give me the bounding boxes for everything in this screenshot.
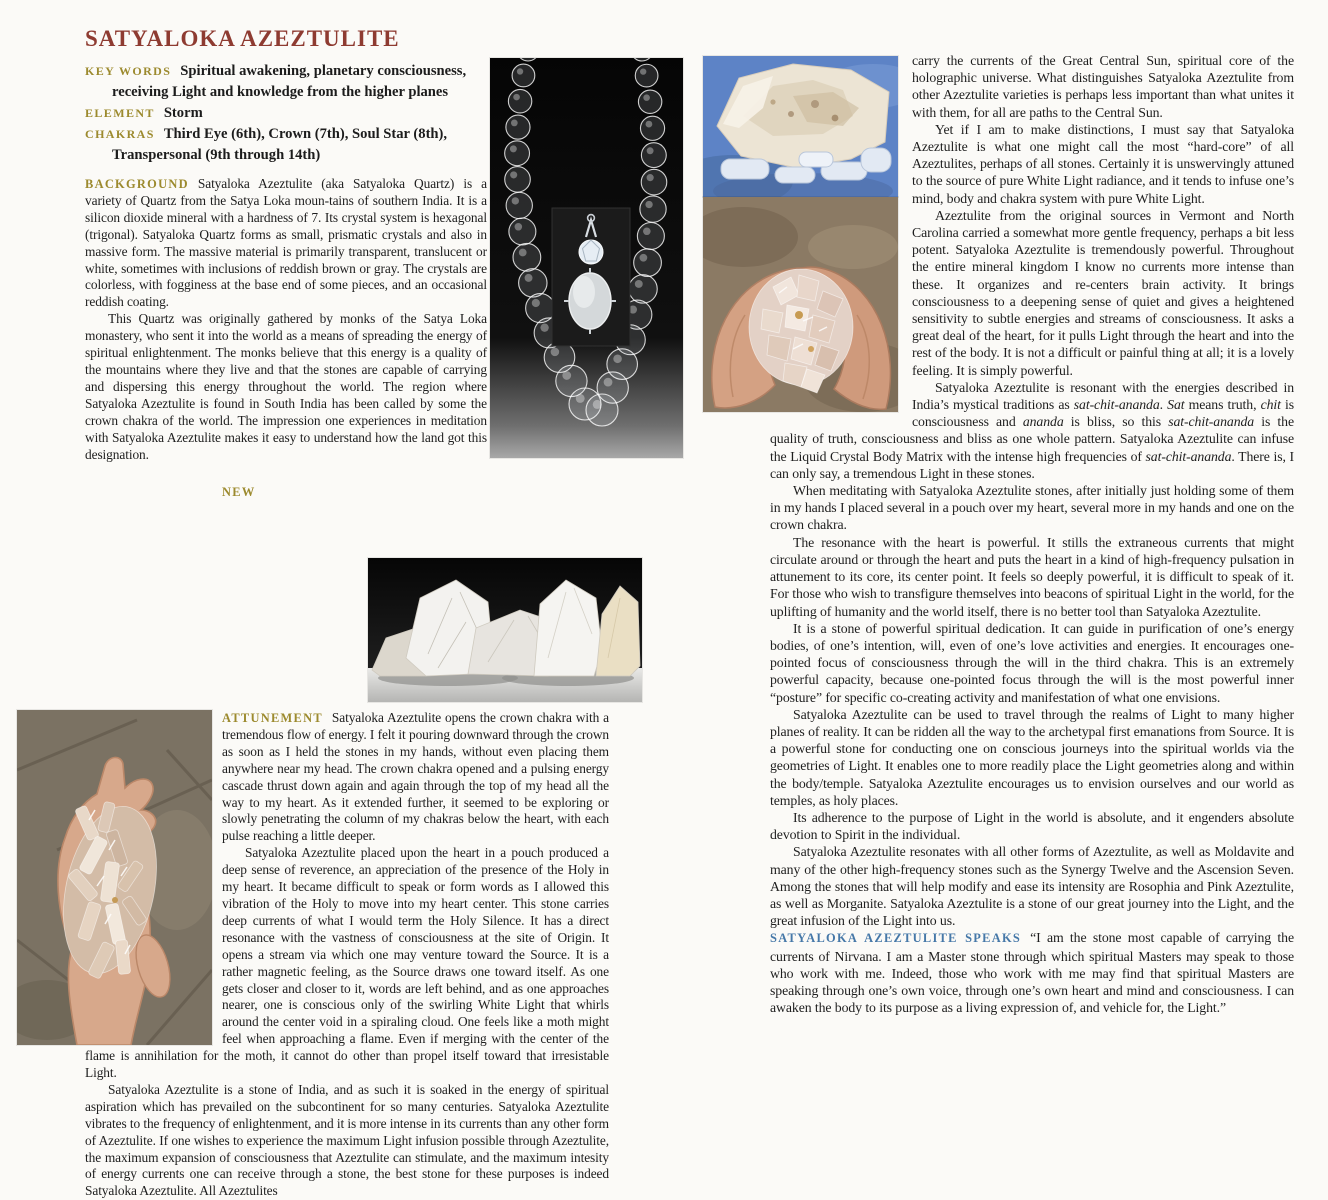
keywords-value: Spiritual awakening, planetary consciousness, receiving Light and knowledge from the higher planes xyxy=(112,63,467,100)
paragraph: It is a stone of powerful spiritual dedication. It can guide in purification of one’s energy bodies, of one’s intention, will, even of one’s love activities and energies. It encourages one-pointed focus of consciousness through the will in the third chakra. This is an extremely powerful capacity, because one-pointed focus through the will is the most powerful inner “posture” for specific co-creating activity and manifestation of what one envisions. xyxy=(770,620,1294,705)
chakras-value: Third Eye (6th), Crown (7th), Soul Star (8th), Transpersonal (9th through 14th) xyxy=(112,126,448,163)
keywords-label: KEY WORDS xyxy=(85,64,172,78)
element-value: Storm xyxy=(163,105,203,121)
element-field xyxy=(85,103,505,124)
background-section xyxy=(85,176,487,463)
paragraph: Satyaloka Azeztulite is a stone of India, and as such it is soaked in the energy of spiritual aspiration which has prevailed on the subcontinent for so many centuries. Satyaloka Azeztulite vibrates to the frequency of enlightenment, and it is more intense in its currents than any other form of Azeztulite. If one wishes to experience the maximum Light infusion possible through Azeztulite, the maximum expansion of consciousness that Azeztulite can stimulate, and the maximum intesity of energy currents one can receive through a stone, the best stone for these purposes is indeed Satyaloka Azeztulite. All Azeztulites xyxy=(85,1081,609,1199)
necklace-pendant-photo xyxy=(490,58,683,458)
paragraph: Azeztulite from the original sources in Vermont and North Carolina carried a somewhat more gentle frequency, perhaps a bit less potent. Satyaloka Azeztulite is tremendously powerful. Throughout the entire mineral kingdom I know no currents more intense than these. It organizes and re-centers brain activity. It brings consciousness to a deepening sense of quiet and gives a heightened sensitivity to subtle energies and streams of consciousness. It asks a great deal of the heart, for it pulls Light through the heart and into the rest of the body. It is not a difficult or painful thing at all; it is a lovely feeling. It is simply powerful. xyxy=(912,207,1294,378)
chapter-header xyxy=(85,26,505,166)
paragraph: The resonance with the heart is powerful. It stills the extraneous currents that might circulate around or through the heart and puts the heart in a kind of high-frequency pulsation in attunement to its core, its center point. It feels so deeply powerful, it is difficult to speak of it. For those who wish to transfigure themselves into beacons of spiritual Light in the world, for the uplifting of humanity and the world itself, there is no better tool than Satyaloka Azeztulite. xyxy=(770,534,1294,619)
paragraph: SATYALOKA AZEZTULITE SPEAKS “I am the stone most capable of carrying the currents of Nirvana. I am a Master stone through which spiritual Masters may speak to those who work with me. Indeed, those who work with me may find that spiritual Masters are speaking through one’s own voice, through one’s own heart and mind and consciousness. I can awaken the body to its purpose as a living expression of, and vehicle for, the Light.” xyxy=(770,930,1294,1016)
keywords-field xyxy=(85,61,505,103)
paragraph: Satyaloka Azeztulite placed upon the heart in a pouch produced a deep sense of reverence, an appreciation of the presence of the Holy in my heart. It became difficult to speak or form words as I allowed this vibration of the Holy to move into my heart center. This stone carries deep currents of what I would term the Holy Silence. It has a direct resonance with the vastness of consciousness at the site of Origin. It opens a stream via which one may venture toward the Source. It is a rather magnetic feeling, as the Source draws one toward itself. As one gets closer and closer to it, words are left behind, and as one approaches nearer, one is conscious only of the swirling White Light that whirls around the center void in a spiraling cloud. One feels like a moth might feel when approaching a flame. Even if merging with the center of the flame is annihilation for the moth, it cannot do other than propel itself toward that irresistable Light. xyxy=(85,845,609,1081)
page-title: SATYALOKA AZEZTULITE xyxy=(85,26,400,51)
hands-holding-crystals-photo xyxy=(703,197,898,412)
element-label: ELEMENT xyxy=(85,106,155,120)
chakras-label: CHAKRAS xyxy=(85,127,155,141)
paragraph: Yet if I am to make distinctions, I must say that Satyaloka Azeztulite is what one might call the most “hard-core” of all Azeztulites, perhaps of all stones. Certainly it is unswervingly attuned to the source of pure White Light radiance, and it tends to infuse one’s mind, body and chakra system with pure White Light. xyxy=(912,121,1294,206)
paragraph: NEW ATTUNEMENT Satyaloka Azeztulite opens the crown chakra with a tremendous flow of energy. I felt it pouring downward through the crown as soon as I held the stones in my hands, without even placing them anywhere near my head. The crown chakra opened and a pulsing energy cascade thrust down again and again through the top of my head all the way to my heart. As it extended further, it seemed to be exploring or slowly penetrating the column of my chakras below the heart, with each pulse reaching a little deeper. xyxy=(222,485,609,844)
paragraph: Satyaloka Azeztulite resonates with all other forms of Azeztulite, as well as Moldavite and many of the other high-frequency stones such as the Synergy Twelve and the Ascension Seven. Among the stones that will help modify and ease its intensity are Rosophia and Pink Azeztulite, as well as Morganite. Satyaloka Azeztulite is a stone of our great journey into the Light, and the great infusion of the Light into us. xyxy=(770,844,1294,929)
paragraph: carry the currents of the Great Central Sun, spiritual core of the holographic universe. What distinguishes Satyaloka Azeztulite from other Azeztulite varieties is perhaps less important than what unites it with them, for all are paths to the Central Sun. xyxy=(912,53,1294,120)
chakras-field xyxy=(85,124,505,166)
paragraph: Satyaloka Azeztulite can be used to travel through the realms of Light to many higher planes of reality. It can be ridden all the way to the archetypal first emanations from Source. It is a powerful stone for conducting one on conscious journeys into the spiritual worlds via the geometries of Light. It enables one to more readily place the Light geometries along and within the body/temple. Satyaloka Azeztulite encourages us to envision ourselves and our world as temples, as holy places. xyxy=(770,706,1294,808)
white-crystals-group-photo xyxy=(368,558,642,702)
hand-with-crystal-points-photo xyxy=(17,710,212,1045)
stone-info-fields xyxy=(85,61,505,166)
rough-stone-on-blue-photo xyxy=(703,56,898,197)
paragraph: BACKGROUND Satyaloka Azeztulite (aka Satyaloka Quartz) is a variety of Quartz from the Satya Loka moun-tains of southern India. It is a silicon dioxide mineral with a hardness of 7. Its crystal system is hexagonal (trigonal). Satyaloka Quartz forms as small, prismatic crystals and also in massive form. The massive material is primarily transparent, translucent or white, sometimes with inclusions of reddish brown or gray. The crystals are colorless, with fogginess at the base end of some pieces, and an occasional reddish coating. xyxy=(85,176,487,310)
pendant-inset xyxy=(552,208,630,346)
paragraph: Satyaloka Azeztulite is resonant with the energies described in India’s mystical traditions as sat-chit-ananda. Sat means truth, chit is consciousness and ananda is bliss, so this sat-chit-ananda is the quality of truth, consciousness and bliss as one whole pattern. Satyaloka Azeztulite can infuse the Liquid Crystal Body Matrix with the intense high frequencies of sat-chit-ananda. There is, I can only say, a tremendous Light in these stones. xyxy=(770,379,1295,481)
paragraph: Its adherence to the purpose of Light in the world is absolute, and it engenders absolute devotion to Spirit in the individual. xyxy=(770,809,1294,843)
paragraph: When meditating with Satyaloka Azeztulite stones, after initially just holding some of them in my hands I placed several in a pouch over my heart, several more in my hands and one on the crown chakra. xyxy=(770,483,1294,533)
paragraph: This Quartz was originally gathered by monks of the Satya Loka monastery, who sent it into the world as a means of spreading the energy of spiritual enlightenment. The monks believe that this energy is a quality of the mountains where they live and that the stones are capable of carrying and dispersing this energy throughout the world. The region where Satyaloka Azeztulite is found in South India has been called by some the crown chakra of the world. The impression one experiences in meditation with Satyaloka Azeztulite makes it easy to understand how the land got this designation. xyxy=(85,311,487,462)
